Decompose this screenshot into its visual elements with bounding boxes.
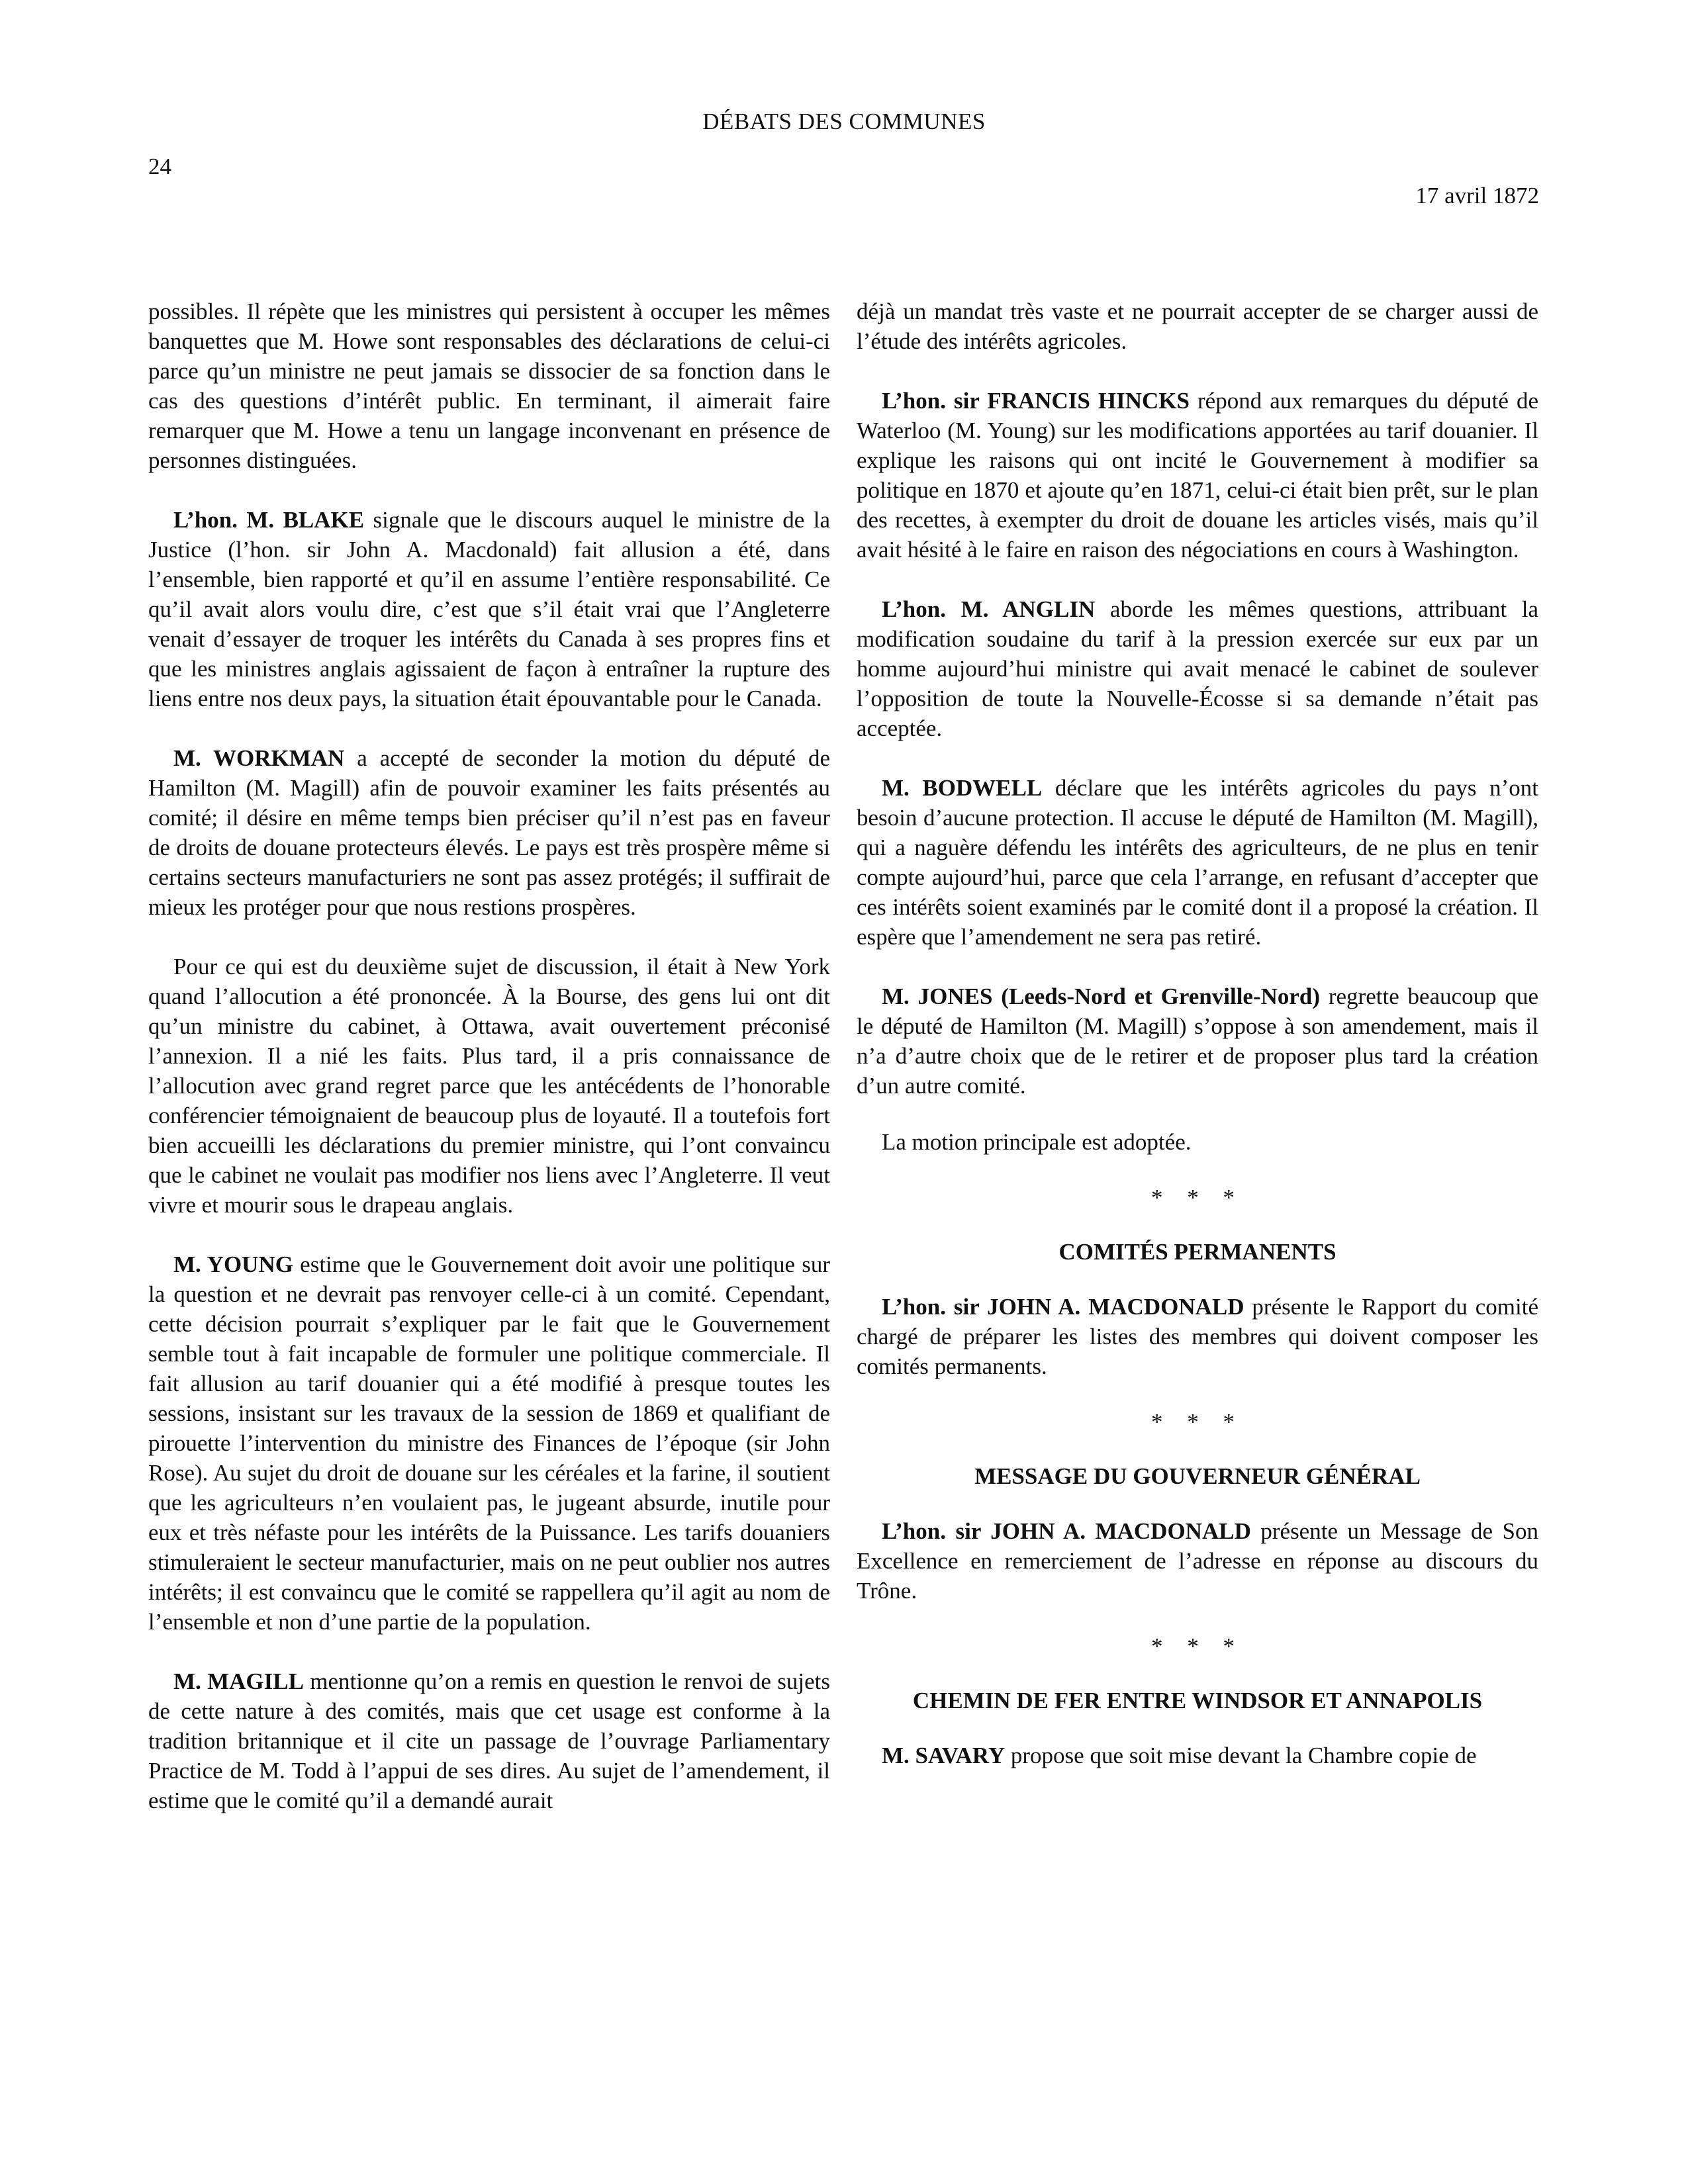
paragraph — [148, 1666, 830, 1815]
paragraph — [857, 773, 1538, 952]
paragraph-text: répond aux remarques du député de Waterloo (M. Young) sur les modifications apportées au tarif douanier. Il explique les raisons qui ont incité le Gouvernement à modifier sa politique en 1870 et ajoute qu’en 1871, celui-ci était bien prêt, sur le plan des recettes, à exempter du droit de douane les articles visés, mais qu’il avait hésité à le faire en raison des négociations en cours à Washington. — [857, 388, 1539, 563]
speaker-name: M. BODWELL — [882, 775, 1043, 801]
paragraph — [857, 981, 1538, 1101]
paragraph — [148, 296, 830, 475]
speaker-name: L’hon. sir JOHN A. MACDONALD — [882, 1518, 1251, 1544]
paragraph — [857, 1741, 1538, 1770]
speaker-name: M. SAVARY — [882, 1743, 1006, 1768]
speaker-name: M. MAGILL — [173, 1668, 304, 1694]
paragraph — [857, 1127, 1538, 1157]
section-separator: * * * — [1151, 1409, 1244, 1435]
speaker-name: L’hon. M. BLAKE — [173, 507, 365, 533]
paragraph-text: a accepté de seconder la motion du député de Hamilton (M. Magill) afin de pouvoir examiner les faits présentés au comité; il désire en même temps bien préciser qu’il n’est pas en faveur de droits de douane protecteurs élevés. Le pays est très prospère même si certains secteurs manufacturiers ne sont pas assez protégés; il suffirait de mieux les protéger pour que nous restions prospères. — [148, 745, 830, 920]
page-date: 17 avril 1872 — [1415, 183, 1539, 208]
section-separator: * * * — [1151, 1185, 1244, 1210]
speaker-name: L’hon. M. ANGLIN — [882, 596, 1096, 622]
paragraph-text: aborde les mêmes questions, attribuant la modification soudaine du tarif à la pression exercée sur eux par un homme aujourd’hui ministre qui avait menacé le cabinet de soulever l’opposition de toute la Nouvelle-Écosse si sa demande n’était pas acceptée. — [857, 596, 1538, 741]
paragraph — [857, 1292, 1538, 1381]
paragraph — [148, 743, 830, 922]
paragraph — [148, 952, 830, 1220]
paragraph — [857, 296, 1538, 356]
paragraph — [857, 594, 1538, 743]
paragraph-text: présente un Message de Son Excellence en remerciement de l’adresse en réponse au discours du Trône. — [857, 1518, 1538, 1604]
section-heading: CHEMIN DE FER ENTRE WINDSOR ET ANNAPOLIS — [912, 1688, 1483, 1713]
speaker-name: L’hon. sir FRANCIS HINCKS — [882, 388, 1190, 414]
paragraph-text: estime que le Gouvernement doit avoir une politique sur la question et ne devrait pas renvoyer celle-ci à un comité. Cependant, cette décision pourrait s’expliquer par le fait que le Gouvernement semble tout à fait incapable de formuler une politique commerciale. Il fait allusion au tarif douanier qui a été modifié à presque toutes les sessions, insistant sur les travaux de la session de 1869 et qualifiant de pirouette l’intervention du ministre des Finances de l’époque (sir John Rose). Au sujet du droit de douane sur les céréales et la farine, il soutient que les agriculteurs n’en voulaient pas, le jugeant absurde, inutile pour eux et très néfaste pour les intérêts de la Puissance. Les tarifs douaniers stimuleraient le secteur manufacturier, mais on ne peut oublier nos autres intérêts; il est convaincu que le comité se rappellera qu’il agit au nom de l’ensemble et non d’une partie de la population. — [148, 1251, 830, 1635]
left-column — [148, 296, 830, 1815]
paragraph-text: signale que le discours auquel le ministre de la Justice (l’hon. sir John A. Macdonald) fait allusion a été, dans l’ensemble, bien rapporté et qu’il en assume l’entière responsabilité. Ce qu’il avait alors voulu dire, c’est que s’il était vrai que l’Angleterre venait d’essayer de troquer les intérêts du Canada à ses propres fins et que les ministres anglais agissaient de façon à entraîner la rupture des liens entre nos deux pays, la situation était épouvantable pour le Canada. — [148, 507, 830, 711]
speaker-name: M. YOUNG — [173, 1251, 293, 1277]
paragraph-text: possibles. Il répète que les ministres qui persistent à occuper les mêmes banquettes que M. Howe sont responsables des déclarations de celui-ci parce qu’un ministre ne peut jamais se dissocier de sa fonction dans le cas des questions d’intérêt public. En terminant, il aimerait faire remarquer que M. Howe a tenu un langage inconvenant en présence de personnes distinguées. — [148, 298, 830, 473]
paragraph-text: déclare que les intérêts agricoles du pays n’ont besoin d’aucune protection. Il accuse le député de Hamilton (M. Magill), qui a naguère défendu les intérêts des agriculteurs, de ne plus en tenir compte aujourd’hui, parce que cela l’arrange, en refusant d’accepter que ces intérêts soient examinés par le comité dont il a proposé la création. Il espère que l’amendement ne sera pas retiré. — [857, 775, 1538, 950]
paragraph-text: regrette beaucoup que le député de Hamilton (M. Magill) s’oppose à son amendement, mais il n’a d’autre choix que de le retirer et de proposer plus tard la création d’un autre comité. — [857, 983, 1538, 1099]
paragraph-text: mentionne qu’on a remis en question le renvoi de sujets de cette nature à des comités, mais que cet usage est conforme à la tradition britannique et il cite un passage de l’ouvrage Parliamentary Practice de M. Todd à l’appui de ses dires. Au sujet de l’amendement, il estime que le comité qu’il a demandé aurait — [148, 1668, 830, 1813]
paragraph — [857, 386, 1538, 565]
paragraph-text: La motion principale est adoptée. — [882, 1129, 1192, 1155]
paragraph — [857, 1516, 1538, 1606]
paragraph-text: propose que soit mise devant la Chambre copie de — [1005, 1743, 1477, 1768]
speaker-name: M. WORKMAN — [173, 745, 345, 771]
page-number: 24 — [148, 154, 171, 179]
section-separator: * * * — [1151, 1633, 1244, 1659]
paragraph — [148, 505, 830, 713]
section-heading: COMITÉS PERMANENTS — [1058, 1239, 1336, 1265]
section-heading: MESSAGE DU GOUVERNEUR GÉNÉRAL — [974, 1463, 1421, 1489]
speaker-name: L’hon. sir JOHN A. MACDONALD — [882, 1294, 1244, 1320]
paragraph — [148, 1250, 830, 1637]
paragraph-text: présente le Rapport du comité chargé de préparer les listes des membres qui doivent composer les comités permanents. — [857, 1294, 1538, 1379]
publication-title: DÉBATS DES COMMUNES — [702, 109, 986, 134]
paragraph-text: Pour ce qui est du deuxième sujet de discussion, il était à New York quand l’allocution a été prononcée. À la Bourse, des gens lui ont dit qu’un ministre du cabinet, à Ottawa, avait ouvertement préconisé l’annexion. Il a nié les faits. Plus tard, il a pris connaissance de l’allocution avec grand regret parce que les antécédents de l’honorable conférencier témoignaient de beaucoup plus de loyauté. Il a toutefois fort bien accueilli les déclarations du premier ministre, qui l’ont convaincu que le cabinet ne voulait pas modifier nos liens avec l’Angleterre. Il veut vivre et mourir sous le drapeau anglais. — [148, 954, 830, 1218]
paragraph-text: déjà un mandat très vaste et ne pourrait accepter de se charger aussi de l’étude des intérêts agricoles. — [857, 298, 1538, 354]
right-column — [857, 296, 1538, 1770]
speaker-name: M. JONES (Leeds-Nord et Grenville-Nord) — [882, 983, 1321, 1009]
